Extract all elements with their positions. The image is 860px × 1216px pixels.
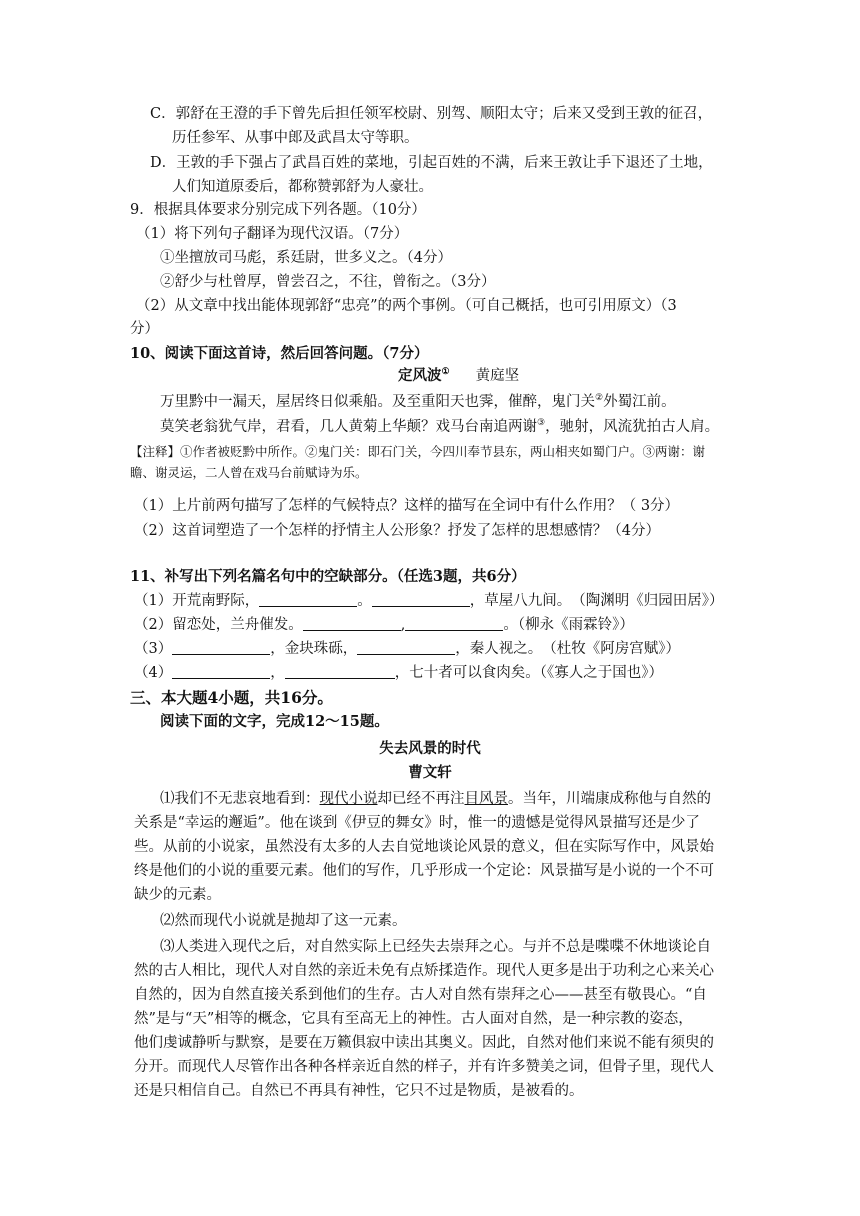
poem-line-2-part-a: 莫笑老翁犹气岸，君看，几人黄菊上华颠？戏马台南追两谢 — [160, 419, 537, 435]
q11-item-4-text-a: （4） — [134, 665, 173, 681]
article-p3-line1: ⑶人类进入现代之后，对自然实际上已经失去崇拜之心。与并不总是喋喋不休地谈论自 — [160, 939, 711, 955]
q11-item-1-text-b: 。 — [357, 593, 372, 609]
poem-line-2-mark: ③ — [537, 418, 546, 429]
q10-title: 10、阅读下面这首诗，然后回答问题。（7分） — [130, 345, 429, 362]
q11-item-3-text-b: ，金块珠砾， — [270, 641, 358, 657]
p1-text-c: 。当年，川端康成称他与自然的 — [508, 791, 711, 807]
poem-line-1-part-a: 万里黔中一漏天，屋居终日似乘船。及至重阳天也霁，催醉，鬼门关 — [160, 394, 595, 410]
q11-item-2-text-a: （2）留恋处，兰舟催发。 — [134, 617, 303, 633]
q8-option-c-line2: 历任参军、从事中郎及武昌太守等职。 — [172, 130, 419, 146]
poem-line-1-part-b: 外蜀江前。 — [603, 394, 676, 410]
q9-sub2-line2: 分） — [130, 321, 159, 337]
p1-underlined-1: 现代小说 — [319, 791, 378, 807]
q11-blank[interactable] — [303, 616, 401, 631]
article-p1-line2: 关系是“幸运的邂逅”。他在谈到《伊豆的舞女》时，惟一的遗憾是觉得风景描写还是少了 — [134, 815, 700, 831]
q11-item-3 — [134, 638, 680, 660]
article-p3-line3: 自然的，因为自然直接关系到他们的生存。古人对自然有崇拜之心——甚至有敬畏心。“自 — [134, 987, 707, 1003]
q9-title: 9．根据具体要求分别完成下列各题。（10分） — [130, 202, 426, 218]
article-p1-line5: 缺少的元素。 — [134, 887, 221, 903]
q8-option-d-line2: 人们知道原委后，都称赞郭舒为人豪壮。 — [172, 179, 433, 195]
poem-line-1-mark: ② — [595, 393, 604, 404]
q10-question-2: （2）这首词塑造了一个怎样的抒情主人公形象？抒发了怎样的思想感情？（4分） — [134, 523, 660, 539]
article-p1-line4: 终是他们的小说的重要元素。他们的写作，几乎形成一个定论：风景描写是小说的一个不可 — [134, 863, 714, 879]
q8-option-c-line1: C．郭舒在王澄的手下曾先后担任领军校尉、别驾、顺阳太守；后来又受到王敦的征召， — [150, 106, 713, 122]
p1-text-a: ⑴我们不无悲哀地看到： — [160, 791, 320, 807]
article-p1-line3: 些。从前的小说家，虽然没有太多的人去自觉地谈论风景的意义，但在实际写作中，风景始 — [134, 839, 714, 855]
article-p3-line6: 分开。而现代人尽管作出各种各样亲近自然的样子，并有许多赞美之词，但骨子里，现代人 — [134, 1059, 714, 1075]
q11-item-3-text-c: ，秦人视之。 （杜牧《阿房宫赋》） — [455, 641, 680, 657]
q11-item-1-text-a: （1）开荒南野际， — [134, 593, 260, 609]
article-p3-line2: 然的古人相比，现代人对自然的亲近未免有点矫揉造作。现代人更多是出于功利之心来关心 — [134, 963, 714, 979]
q10-question-1: （1）上片前两句描写了怎样的气候特点？这样的描写在全词中有什么作用？（ 3分） — [134, 498, 680, 514]
q11-blank[interactable] — [372, 592, 470, 607]
poem-line-1 — [160, 391, 676, 413]
q11-blank[interactable] — [357, 640, 455, 655]
q11-item-4-text-b: ， — [270, 665, 285, 681]
article-p2: ⑵然而现代小说就是抛却了这一元素。 — [160, 913, 407, 929]
poem-title: 定风波 — [398, 367, 442, 384]
q11-blank[interactable] — [172, 664, 270, 679]
q11-blank[interactable] — [285, 664, 395, 679]
article-p1-line1 — [160, 788, 711, 810]
q9-sub1: （1）将下列句子翻译为现代汉语。（7分） — [136, 226, 409, 242]
q9-sentence-1: ①坐擅放司马彪，系廷尉，世多义之。（4分） — [160, 250, 452, 266]
poem-author: 黄庭坚 — [475, 368, 520, 384]
poem-note-line2: 瞻、谢灵运，二人曾在戏马台前赋诗为乐。 — [130, 465, 368, 480]
poem-heading — [398, 365, 519, 387]
q11-item-2-text-b: , — [400, 617, 406, 633]
p1-underlined-2: 目风景 — [464, 791, 508, 807]
q11-item-4 — [134, 662, 663, 684]
q11-blank[interactable] — [172, 640, 270, 655]
q11-item-2-text-c: 。（柳永《雨霖铃》） — [503, 617, 634, 633]
q11-blank[interactable] — [405, 616, 503, 631]
article-title: 失去风景的时代 — [379, 740, 481, 757]
q11-title: 11、补写出下列名篇名句中的空缺部分。（任选3题，共6分） — [130, 568, 526, 585]
section-3-instruction: 阅读下面的文字，完成12～15题。 — [160, 713, 389, 730]
q11-item-1-text-c: ，草屋八九间。 （陶渊明《归园田居》） — [469, 593, 724, 609]
poem-line-2-part-b: ，驰射，风流犹拍古人肩。 — [545, 419, 720, 435]
q8-option-d-line1: D．王敦的手下强占了武昌百姓的菜地，引起百姓的不满，后来王敦让手下退还了土地， — [150, 155, 713, 171]
q11-item-4-text-c: ，七十者可以食肉矣。（《寡人之于国也》） — [394, 665, 663, 681]
article-p3-line4: 然”是与“天”相等的概念，它具有至高无上的神性。古人面对自然，是一种宗教的姿态， — [134, 1011, 693, 1027]
poem-note-line1: 【注释】①作者被贬黔中所作。②鬼门关：即石门关，今四川奉节县东，两山相夹如蜀门户。③两谢：谢 — [130, 444, 706, 459]
p1-text-b: 却已经不再注 — [377, 791, 465, 807]
section-3-title: 三、本大题4小题，共16分。 — [130, 688, 333, 707]
q9-sub2-line1: （2）从文章中找出能体现郭舒“忠亮”的两个事例。（可自己概括，也可引用原文）（3 — [136, 298, 677, 314]
q11-item-1 — [134, 590, 723, 612]
q9-sentence-2: ②舒少与杜曾厚，曾尝召之，不往，曾衔之。（3分） — [160, 274, 496, 290]
q11-item-2 — [134, 614, 634, 636]
q11-blank[interactable] — [259, 592, 357, 607]
article-p3-line7: 还是只相信自己。自然已不再具有神性，它只不过是物质，是被看的。 — [134, 1083, 584, 1099]
article-p3-line5: 他们虔诚静听与默察，是要在万籁俱寂中读出其奥义。因此，自然对他们来说不能有须臾的 — [134, 1035, 714, 1051]
poem-note-mark: ① — [441, 367, 450, 378]
article-author: 曹文轩 — [408, 764, 452, 781]
poem-line-2 — [160, 416, 719, 438]
q11-item-3-text-a: （3） — [134, 641, 173, 657]
